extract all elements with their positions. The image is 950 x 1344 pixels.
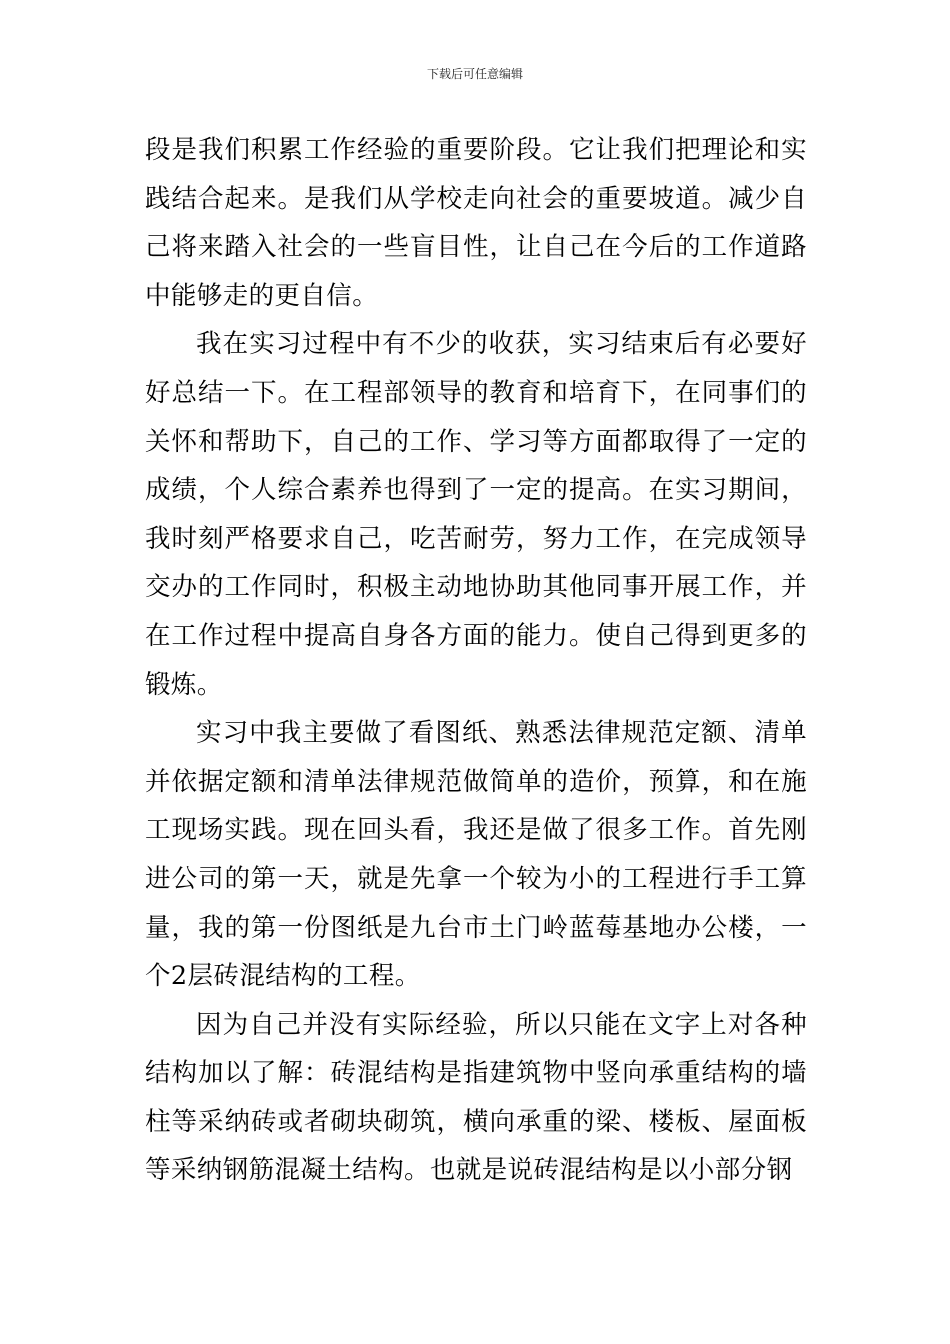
paragraph-3: 实习中我主要做了看图纸、熟悉法律规范定额、清单并依据定额和清单法律规范做简单的造价，预算，和在施工现场实践。现在回头看，我还是做了很多工作。首先刚进公司的第一天，就是先拿一个较为小的工程进行手工算量，我的第一份图纸是九台市土门岭蓝莓基地办公楼，一个2层砖混结构的工程。	[145, 718, 807, 992]
body-text	[145, 126, 807, 1195]
header-note: 下载后可任意编辑	[426, 67, 523, 81]
paragraph-2: 我在实习过程中有不少的收获，实习结束后有必要好好总结一下。在工程部领导的教育和培育下，在同事们的关怀和帮助下，自己的工作、学习等方面都取得了一定的成绩，个人综合素养也得到了一定的提高。在实习期间，我时刻严格要求自己，吃苦耐劳，努力工作，在完成领导交办的工作同时，积极主动地协助其他同事开展工作，并在工作过程中提高自身各方面的能力。使自己得到更多的锻炼。	[145, 329, 807, 700]
paragraph-1: 段是我们积累工作经验的重要阶段。它让我们把理论和实践结合起来。是我们从学校走向社会的重要坡道。减少自己将来踏入社会的一些盲目性，让自己在今后的工作道路中能够走的更自信。	[145, 135, 807, 311]
paragraph-4: 因为自己并没有实际经验，所以只能在文字上对各种结构加以了解：砖混结构是指建筑物中竖向承重结构的墙柱等采纳砖或者砌块砌筑，横向承重的梁、楼板、屋面板等采纳钢筋混凝土结构。也就是说砖混结构是以小部分钢	[145, 1009, 807, 1186]
